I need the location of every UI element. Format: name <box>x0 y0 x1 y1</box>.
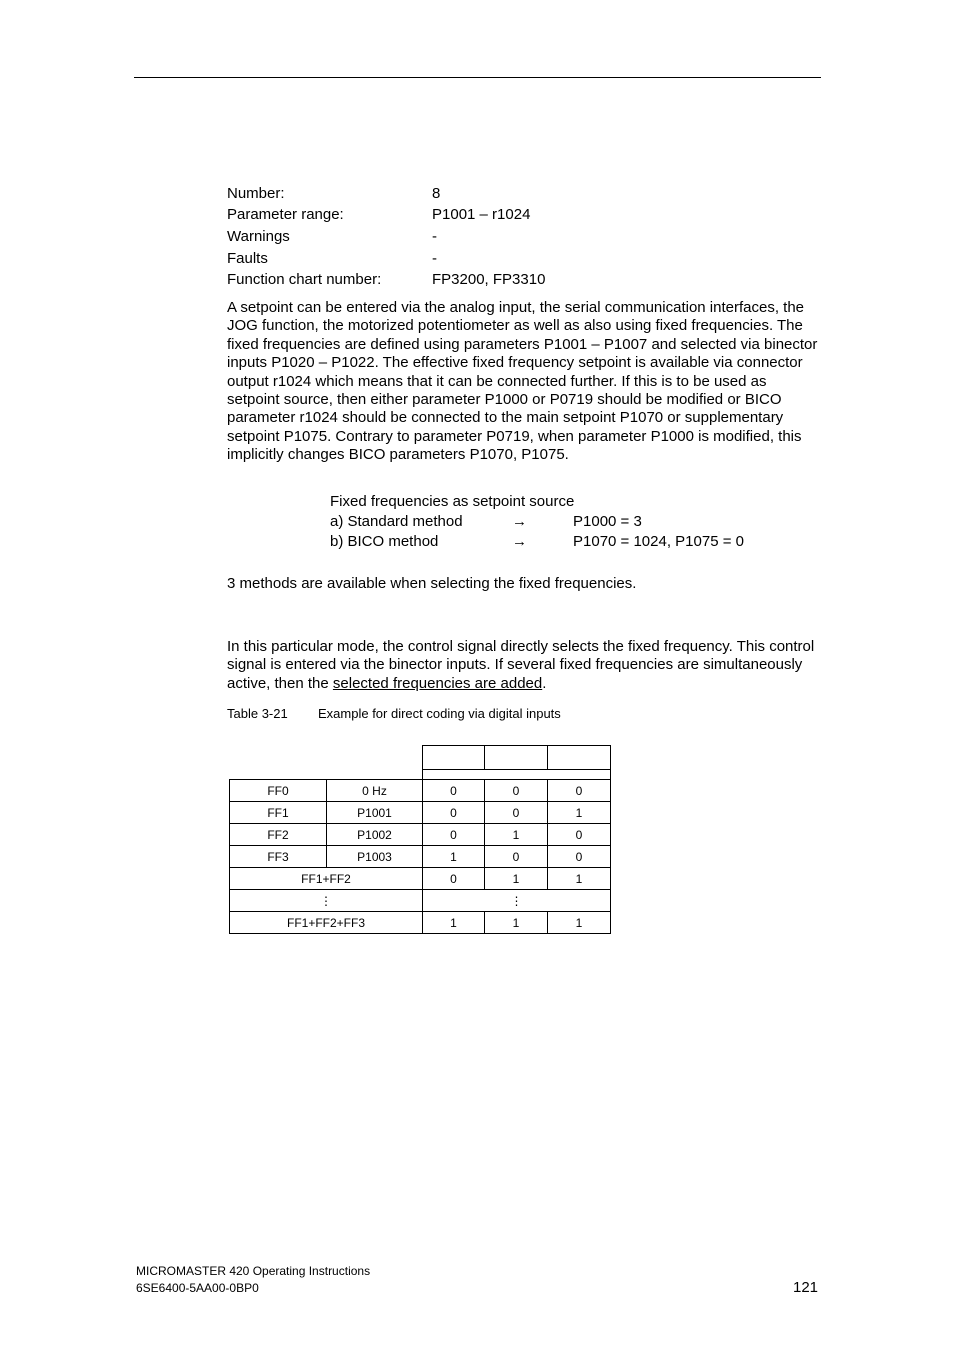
info-value: - <box>432 250 437 267</box>
info-label: Number: <box>227 185 285 202</box>
direct-selection-paragraph <box>227 638 819 693</box>
footer-order-number: 6SE6400-5AA00-0BP0 <box>136 1281 259 1295</box>
bit-cell: 0 <box>485 846 548 868</box>
footer-product: MICROMASTER 420 Operating Instructions <box>136 1264 371 1278</box>
ff-cell: FF3 <box>230 846 327 868</box>
info-row-parameter-range <box>227 206 531 224</box>
methods-sentence: 3 methods are available when selecting the fixed frequencies. <box>227 575 637 592</box>
param-cell: P1001 <box>327 802 423 824</box>
direct-coding-table <box>229 745 611 934</box>
bit-cell: 0 <box>485 802 548 824</box>
ff-cell: FF1 <box>230 802 327 824</box>
header-cell <box>548 746 611 770</box>
ff-cell: FF2 <box>230 824 327 846</box>
param-cell: P1002 <box>327 824 423 846</box>
bit-cell: 0 <box>485 780 548 802</box>
info-value: P1001 – r1024 <box>432 206 531 223</box>
table-row <box>230 802 611 824</box>
page-number: 121 <box>793 1279 819 1296</box>
bit-cell: 1 <box>548 802 611 824</box>
header-cell <box>485 746 548 770</box>
table-row <box>230 824 611 846</box>
info-label: Faults <box>227 250 268 267</box>
bit-cell: 0 <box>548 780 611 802</box>
param-cell: P1003 <box>327 846 423 868</box>
bico-method-label: b) BICO method <box>330 533 439 550</box>
table-row-combination <box>230 868 611 890</box>
info-label: Warnings <box>227 228 290 245</box>
bit-cell: 1 <box>485 824 548 846</box>
bit-cell: 1 <box>548 912 611 934</box>
info-row-warnings <box>227 228 437 246</box>
arrow-icon: → <box>512 513 527 530</box>
combination-cell: FF1+FF2+FF3 <box>230 912 423 934</box>
bit-cell: 1 <box>485 912 548 934</box>
info-row-function-chart <box>227 271 546 289</box>
info-row-number <box>227 185 441 203</box>
ellipsis-cell: ⋮ <box>423 890 611 912</box>
bit-cell: 0 <box>423 868 485 890</box>
info-value: 8 <box>432 185 441 202</box>
bit-cell: 1 <box>423 846 485 868</box>
standard-method-label: a) Standard method <box>330 513 463 530</box>
bit-cell: 0 <box>423 824 485 846</box>
header-rule <box>134 77 821 78</box>
standard-method-value: P1000 = 3 <box>573 513 642 530</box>
table-caption-number: Table 3-21 <box>227 706 288 721</box>
bit-cell: 0 <box>423 802 485 824</box>
underlined-phrase: selected frequencies are added <box>332 674 543 692</box>
ff-cell: FF0 <box>230 780 327 802</box>
combination-cell: FF1+FF2 <box>230 868 423 890</box>
intro-paragraph: A setpoint can be entered via the analog input, the serial communication interfaces, the JOG function, the motorized potentiometer as well as also using fixed frequencies. The fixed frequencies are defined using parameters P1001 – P1007 and selected via binector inputs P1020 – P1022. The effective fixed frequency setpoint is available via connector output r1024 which means that it can be connected further. If this is to be used as setpoint source, then either parameter P1000 or P0719 should be modified or BICO parameter r1024 should be connected to the main setpoint P1070 or supplementary setpoint P1075. Contrary to parameter P0719, when parameter P1000 is modified, this implicitly changes BICO parameters P1070, P1075. <box>227 299 818 464</box>
paragraph-text: In this particular mode, the control signal directly selects the fixed frequency. This control signal is entered via the binector inputs. If several fixed frequencies are simultaneously active, then the <box>227 638 815 692</box>
info-label: Parameter range: <box>227 206 344 223</box>
bit-cell: 1 <box>485 868 548 890</box>
ellipsis-cell: ⋮ <box>230 890 423 912</box>
setpoint-source-heading: Fixed frequencies as setpoint source <box>330 493 575 510</box>
table-row-ellipsis <box>230 890 611 912</box>
bit-cell: 0 <box>548 846 611 868</box>
table-row <box>230 846 611 868</box>
bit-cell: 1 <box>423 912 485 934</box>
header-cell <box>423 746 485 770</box>
bit-cell: 1 <box>548 868 611 890</box>
param-cell: 0 Hz <box>327 780 423 802</box>
table-row <box>230 780 611 802</box>
bico-method-value: P1070 = 1024, P1075 = 0 <box>573 533 744 550</box>
info-value: FP3200, FP3310 <box>432 271 546 288</box>
table-row-combination <box>230 912 611 934</box>
paragraph-end: . <box>542 674 547 692</box>
info-row-faults <box>227 250 437 268</box>
info-label: Function chart number: <box>227 271 382 288</box>
bit-cell: 0 <box>423 780 485 802</box>
table-caption-text: Example for direct coding via digital inputs <box>318 706 561 721</box>
arrow-icon: → <box>512 533 527 550</box>
info-value: - <box>432 228 437 245</box>
table-header-row <box>230 746 611 770</box>
table-caption <box>227 706 561 722</box>
bit-cell: 0 <box>548 824 611 846</box>
